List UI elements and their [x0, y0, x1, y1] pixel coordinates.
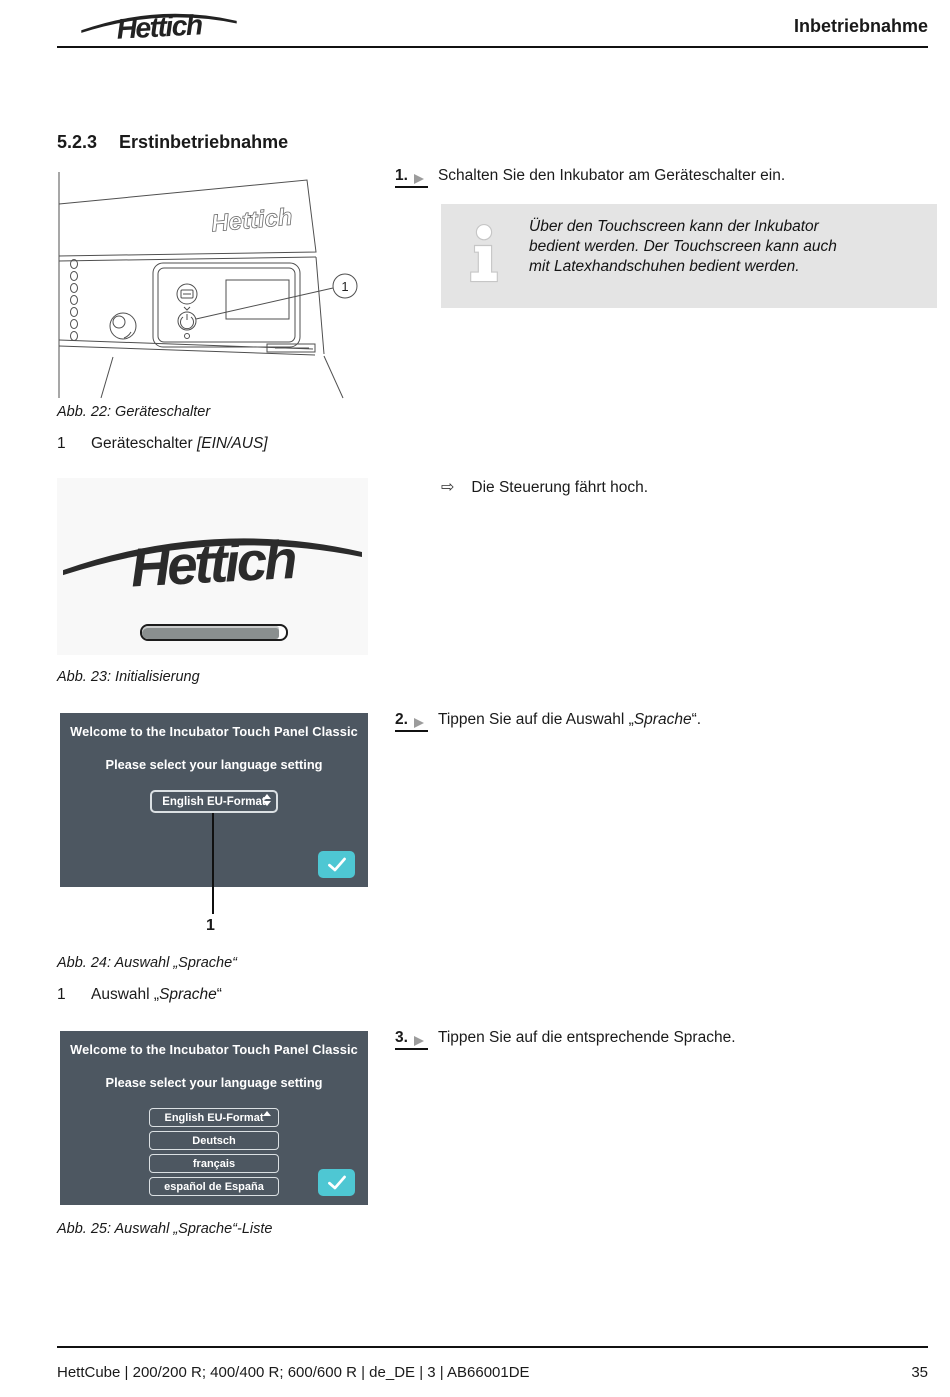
touch-panel-screenshot-1 [60, 713, 368, 887]
step-3-text: Tippen Sie auf die entsprechende Sprache. [437, 1029, 736, 1046]
footer-document-id: HettCube | 200/200 R; 400/400 R; 600/600 R | de_DE | 3 | AB66001DE [57, 1364, 530, 1381]
step-2-text: Tippen Sie auf die Auswahl „ [437, 711, 634, 728]
step-2-text-italic: Sprache [633, 711, 692, 728]
section-number: 5.2.3 [57, 132, 98, 152]
confirm-button[interactable] [318, 1169, 355, 1196]
result-arrow-icon: ⇨ [441, 479, 455, 496]
step-2-number: 2. [395, 711, 428, 732]
step-arrow-icon [414, 718, 424, 728]
legend-text-after: “ [216, 986, 222, 1003]
panel-title: Welcome to the Incubator Touch Panel Classic [70, 724, 358, 739]
figure-init-screen [57, 478, 368, 655]
check-icon [326, 1174, 348, 1191]
language-dropdown-value: English EU-Format [162, 795, 266, 808]
language-option-label: français [192, 1157, 236, 1170]
step-2 [395, 711, 701, 732]
language-option-label: English EU-Format [164, 1111, 264, 1124]
language-option-english[interactable] [149, 1108, 279, 1127]
figure-device-switch [57, 160, 389, 402]
result-text: Die Steuerung fährt hoch. [471, 479, 649, 496]
confirm-button[interactable] [318, 851, 355, 878]
legend-text-italic: [EIN/AUS] [196, 435, 268, 452]
figure-23-caption: Abb. 23: Initialisierung [57, 669, 200, 685]
legend-number: 1 [57, 986, 66, 1003]
figure-22-caption: Abb. 22: Geräteschalter [57, 404, 211, 420]
legend-text: Auswahl „ [91, 986, 160, 1003]
init-hettich-logo [61, 510, 364, 611]
language-option-francais[interactable] [149, 1154, 279, 1173]
section-title: Erstinbetriebnahme [119, 132, 289, 152]
step-arrow-icon [414, 1036, 424, 1046]
page-number: 35 [911, 1364, 928, 1381]
language-dropdown[interactable] [150, 790, 278, 813]
step-3 [395, 1029, 736, 1050]
panel-subtitle: Please select your language setting [105, 1075, 323, 1090]
check-icon [326, 856, 348, 873]
language-option-espanol[interactable] [149, 1177, 279, 1196]
language-option-label: español de España [164, 1180, 264, 1193]
info-note-text: Über den Touchscreen kann der Inkubator bedient werden. Der Touchscreen kann auch mit Latexhandschuhen bedient werden. [529, 218, 837, 276]
language-option-label: Deutsch [192, 1134, 236, 1147]
hettich-logo [55, 3, 263, 50]
logo-wordmark: Hettich [129, 528, 296, 599]
info-icon [465, 222, 503, 293]
figure-24-legend [57, 986, 222, 1004]
logo-wordmark: Hettich [115, 9, 203, 45]
step-arrow-icon [414, 174, 424, 184]
progress-bar [140, 624, 288, 641]
panel-title: Welcome to the Incubator Touch Panel Classic [70, 1042, 358, 1057]
section-heading [57, 132, 288, 153]
spinner-icon [263, 794, 271, 806]
figure-24-caption: Abb. 24: Auswahl „Sprache“ [57, 955, 238, 971]
pointer-line [212, 813, 214, 914]
touch-panel-screenshot-2 [60, 1031, 368, 1205]
step-1-text: Schalten Sie den Inkubator am Geräteschalter ein. [437, 167, 786, 184]
legend-number: 1 [57, 435, 66, 452]
footer-rule [57, 1346, 928, 1348]
figure-25-caption: Abb. 25: Auswahl „Sprache“-Liste [57, 1221, 273, 1237]
legend-text-italic: Sprache [159, 986, 217, 1003]
info-note [441, 204, 937, 308]
panel-subtitle: Please select your language setting [105, 757, 323, 772]
figure-22-legend [57, 435, 268, 453]
step-1 [395, 167, 785, 188]
header-rule [57, 46, 928, 48]
language-option-deutsch[interactable] [149, 1131, 279, 1150]
step-1-number: 1. [395, 167, 428, 188]
progress-bar-fill [142, 626, 279, 639]
step-3-number: 3. [395, 1029, 428, 1050]
device-logo-outline: Hettich [210, 203, 294, 238]
step-2-text-after: “. [691, 711, 702, 728]
callout-1-label: 1 [341, 279, 349, 294]
pointer-label: 1 [206, 917, 215, 934]
page-title: Inbetriebnahme [793, 16, 928, 36]
legend-text: Geräteschalter [91, 435, 197, 452]
result-note [441, 477, 648, 497]
collapse-arrow-icon [263, 1111, 271, 1116]
